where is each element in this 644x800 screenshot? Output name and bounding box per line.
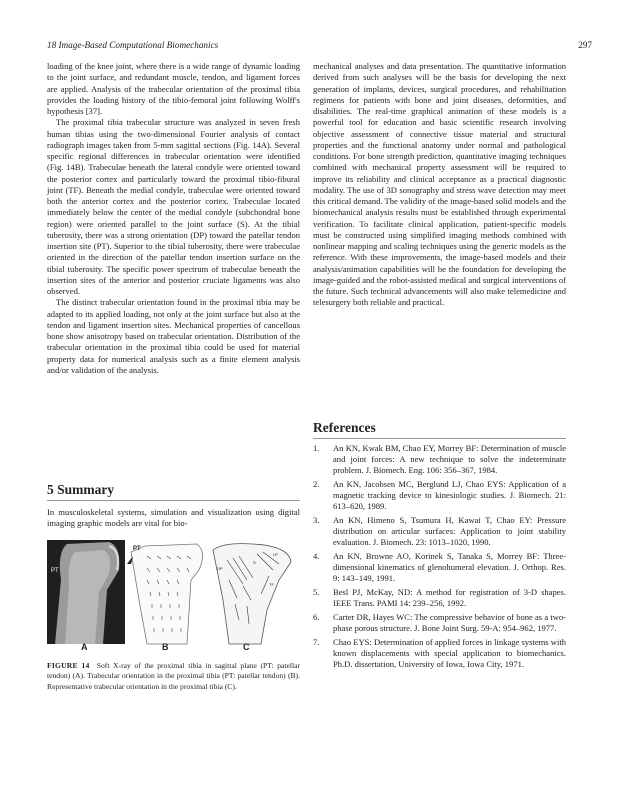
figure-14 [47, 540, 300, 655]
page-header [47, 40, 592, 52]
section-heading-references: References [313, 420, 566, 439]
right-column [313, 61, 566, 309]
section-heading-summary: 5 Summary [47, 482, 300, 501]
reference-item: 6. Carter DR, Hayes WC: The compressive behavior of bone as a two-phase porous structure. J. Bone Joint Surg. 59-A: 954–962, 1977. [313, 611, 566, 633]
svg-text:S: S [253, 560, 256, 565]
caption-label: FIGURE 14 [47, 661, 90, 670]
reference-item: 5. Besl PJ, McKay, ND: A method for registration of 3-D shapes. IEEE Trans. PAMI 14: 239–256, 1992. [313, 587, 566, 609]
page-number: 297 [578, 40, 592, 50]
paragraph-3: The distinct trabecular orientation found in the proximal tibia may be adapted to its applied loading, not only at the joint surface but also at the tendon and ligament insertion sites. Mechanical properties of cancellous bone show anisotropy based on trabecular orientation. Distribution of the trabecular orientation in the proximal tibia could be used for material property data for numerical analysis such as a finite element analysis and/or validation of the analysis. [47, 297, 300, 375]
figure-caption [47, 661, 300, 692]
reference-item: 2. An KN, Jacobsen MC, Berglund LJ, Chao EYS: Application of a magnetic tracking device to kinesiologic studies. J. Biomech. 21: 613–620, 1989. [313, 479, 566, 512]
panel-label-b: B [162, 642, 169, 652]
figure-graphic [47, 540, 300, 655]
reference-item: 4. An KN, Browne AO, Korinek S, Tanaka S, Morrey BF: Three-dimensional kinematics of glenohumeral elevation. J. Orthop. Res. 9: 143–149, 1991. [313, 551, 566, 584]
panel-label-c: C [243, 642, 250, 652]
caption-text: Soft X-ray of the proximal tibia in sagittal plane (PT: patellar tendon) (A). Trabecular orientation in the proximal tibia (PT: patellar tendon) (B). Representative trabecular orientation in the proximal tibia (C). [47, 661, 300, 691]
svg-text:TF: TF [269, 582, 274, 587]
pt-label-b: PT [133, 546, 141, 552]
pt-label-a: PT [51, 568, 59, 574]
reference-item: 7. Chao EYS: Determination of applied forces in linkage systems with known displacements with special application to biomechanics. Ph.D. dissertation, University of Iowa, Iowa City, 1971. [313, 636, 566, 669]
paragraph-right-1: mechanical analyses and data presentation. The quantitative information derived from such analyses will be the basis for developing the next generation of implants, devices, surgical procedures, and rehabilitation regimens for patients with bone and joint diseases, deformities, and disabilities. The real-time graphical animation of these models is a powerful tool for education and basic scientific research involving objective assessment of connective tissue material and structural properties and the functional anatomy under normal and pathological conditions. For bone strength prediction, quantitative imaging techniques combined with mechanical property assessment will be required to improve its reliability and clinical acceptance as a practical diagnostic modality. The use of 3D sonography and stress wave detection may meet this critical demand. The validity of the image-based solid models and the biomechanical analysis results must be established through experimental verification. To facilitate clinical application, patient-specific models must be constructed using simplified imaging methods combined with nonlinear mapping and scaling techniques using the generic models as the reference. With these improvements, the image-based models and their analysis/animation capabilities will be the foundation for developing the image-guided and the robot-assisted medical and surgical interventions of the future. Such technical advancements will also make telemedicine and telesurgery both reliable and practical. [313, 61, 567, 308]
running-title: 18 Image-Based Computational Biomechanics [47, 40, 219, 50]
schematic-outline [213, 544, 291, 644]
svg-text:LP: LP [273, 552, 278, 557]
paragraph-1: loading of the knee joint, where there is a wide range of dynamic loading to the joint surface, and redundant muscle, tendon, and ligament forces are applied. Analysis of the trabecular orientation of the proximal tibia provides the loading history of the tibio-femoral joint following Wolff's hypothesis [37]. [47, 61, 300, 116]
left-column [47, 61, 300, 376]
orientation-outline [131, 544, 203, 644]
svg-text:DP: DP [217, 566, 223, 571]
reference-item: 1. An KN, Kwak BM, Chao EY, Morrey BF: Determination of muscle and joint forces: A new technique to solve the indeterminate problem. J. Biomech. Eng. 106: 356–367, 1984. [313, 443, 566, 476]
paragraph-2: The proximal tibia trabecular structure was analyzed in seven fresh human tibias using the two-dimensional Fourier analysis of contact radiograph images taken from 5-mm sagittal sections (Fig. 14A). Several specific regional differences in trabecular orientation were identified (Fig. 14B). Trabeculae beneath the lateral condyle were oriented toward the posterior cortex and particularly toward the proximal tibio-fibural joint (TF). Beneath the medial condyle, trabeculae were oriented toward both the anterior cortex and the posterior cortex. Trabeculae located immediately below the center of the medial condyle (subchondral bone region) were oriented parallel to the joint surface (S). At the tibial tuberosity, there was a strong orientation (DP) toward the patellar tendon insertion site (PT). Superior to the tibial tuberosity, there were trabeculae oriented in the direction of the patellar tendon insertion surface on the tibial tuberosity. The specific power spectrum of trabeculae beneath the insertion sites of the anterior and posterior cruciate ligaments was also observed. [47, 117, 300, 296]
panel-label-a: A [81, 642, 88, 652]
summary-paragraph: In musculoskeletal systems, simulation and visualization using digital imaging graphic models are vital for bio- [47, 507, 300, 529]
reference-list [313, 443, 566, 673]
reference-item: 3. An KN, Himeno S, Tsumura H, Kawai T, Chao EY: Pressure distribution on articular surfaces: Application to joint stability evaluation. J. Biomech. 23: 1013–1020, 1990. [313, 515, 566, 548]
